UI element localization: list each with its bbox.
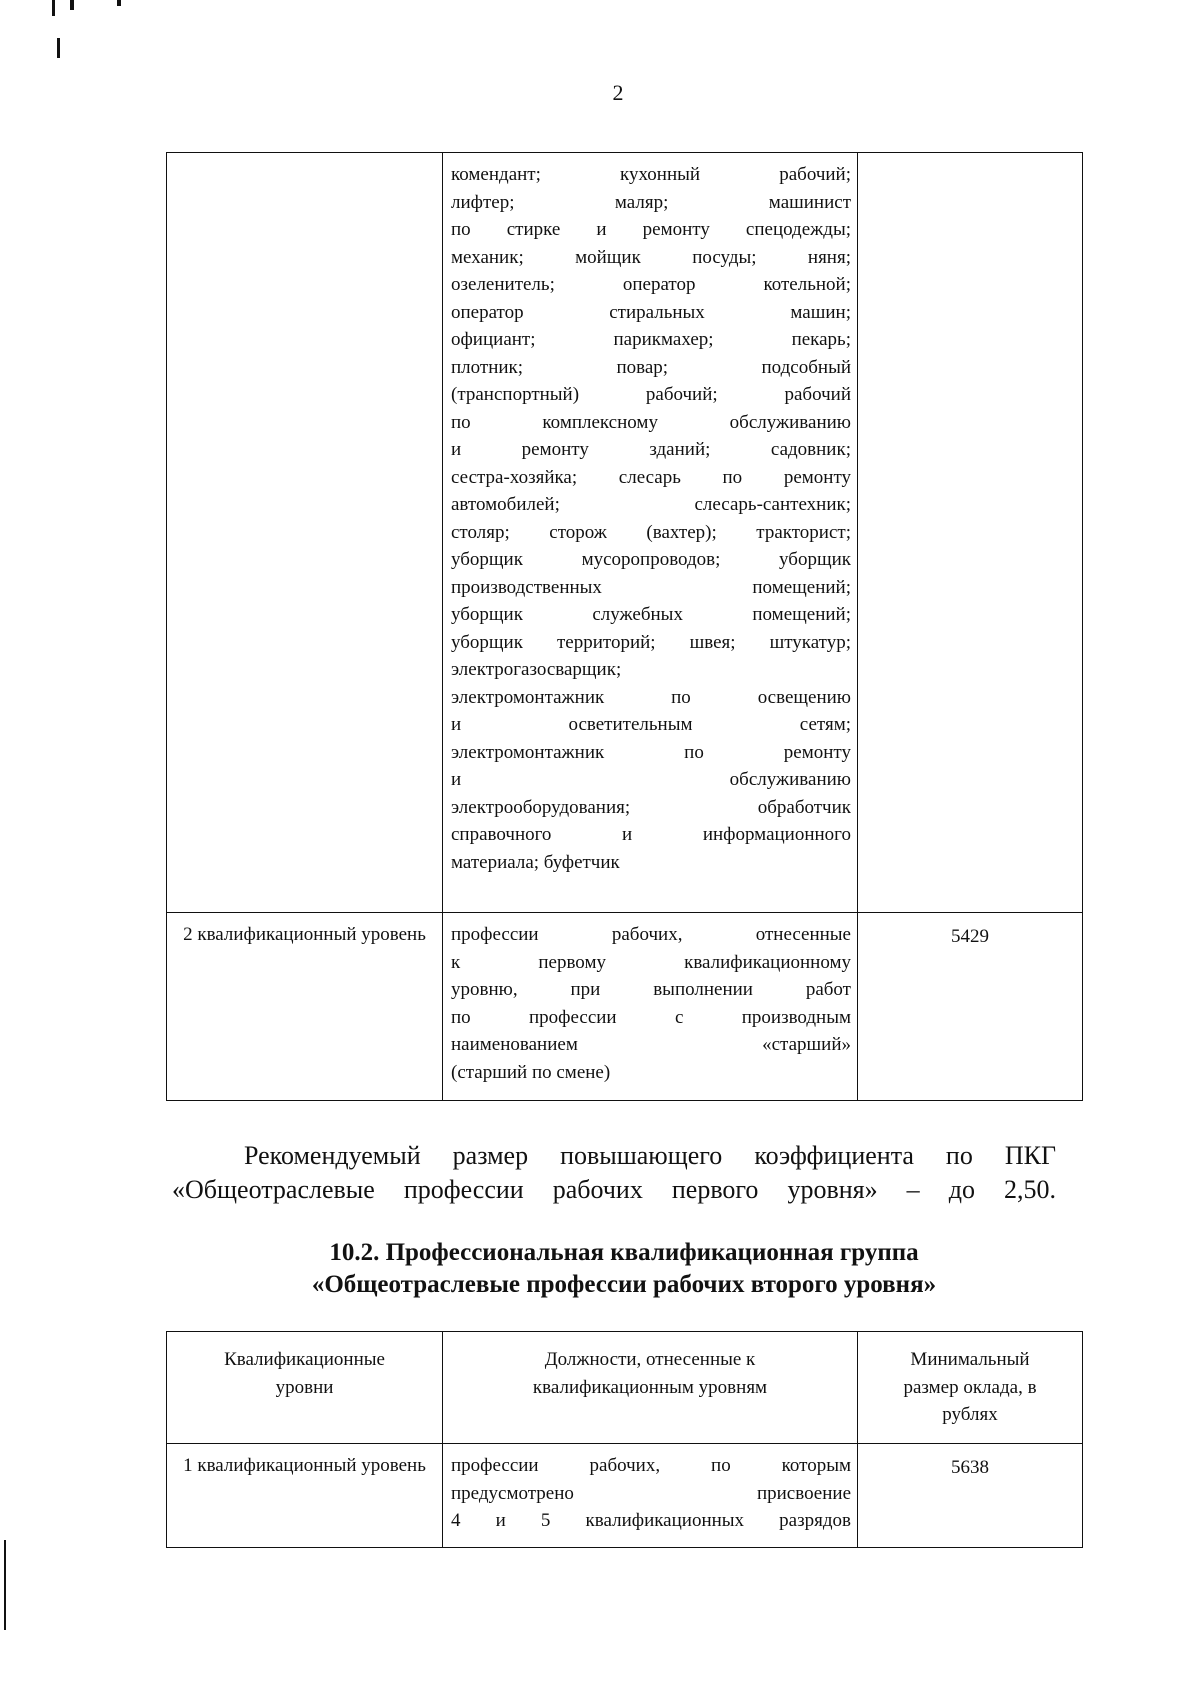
cell-text-line: лифтер; маляр; машинист bbox=[451, 191, 851, 213]
table-cell-positions bbox=[443, 913, 858, 1101]
table-cell-positions bbox=[443, 153, 858, 913]
table-cell-salary: 5638 bbox=[858, 1444, 1083, 1548]
scan-artifact bbox=[52, 0, 55, 16]
scan-artifact bbox=[57, 38, 60, 58]
cell-text-line: механик; мойщик посуды; няня; bbox=[451, 246, 851, 268]
table-row bbox=[167, 913, 1083, 1101]
heading-line: 10.2. Профессиональная квалификационная группа bbox=[329, 1239, 919, 1266]
table-cell-level bbox=[167, 153, 443, 913]
cell-text-line: по профессии с производным bbox=[451, 1006, 851, 1028]
table-cell-salary: 5429 bbox=[858, 913, 1083, 1101]
column-header-levels: Квалификационные уровни bbox=[167, 1332, 443, 1444]
cell-text-line: профессии рабочих, отнесенные bbox=[451, 924, 851, 945]
column-header-positions: Должности, отнесенные к квалификационным уровням bbox=[443, 1332, 858, 1444]
cell-text-line: электромонтажник по освещению bbox=[451, 686, 851, 708]
table-header-row bbox=[167, 1332, 1083, 1444]
qualification-table-continued bbox=[166, 152, 1083, 1101]
cell-text-line: 4 и 5 квалификационных разрядов bbox=[451, 1510, 851, 1531]
qualification-table bbox=[166, 1331, 1083, 1548]
scan-artifact bbox=[4, 1540, 6, 1630]
coefficient-paragraph bbox=[172, 1139, 1056, 1207]
cell-text-line: электрооборудования; обработчик bbox=[451, 796, 851, 818]
cell-text-line: наименованием «старший» bbox=[451, 1034, 851, 1055]
table-row bbox=[167, 1444, 1083, 1548]
cell-text-line: (старший по смене) bbox=[451, 1061, 611, 1083]
table-cell-level: 2 квалификационный уровень bbox=[167, 913, 443, 1101]
scan-artifact bbox=[117, 0, 121, 6]
cell-text-line: оператор стиральных машин; bbox=[451, 301, 851, 323]
heading-line: «Общеотраслевые профессии рабочих второго уровня» bbox=[311, 1271, 937, 1298]
cell-text-line: справочного и информационного bbox=[451, 824, 851, 845]
cell-text-line: профессии рабочих, по которым bbox=[451, 1455, 851, 1476]
cell-text-line: уборщик территорий; швея; штукатур; bbox=[451, 631, 851, 653]
cell-text-line: озеленитель; оператор котельной; bbox=[451, 274, 851, 295]
table-cell-positions bbox=[443, 1444, 858, 1548]
cell-text-line: к первому квалификационному bbox=[451, 951, 851, 973]
cell-text-line: электрогазосварщик; bbox=[451, 659, 622, 680]
cell-text-line: уборщик служебных помещений; bbox=[451, 604, 851, 625]
table-row bbox=[167, 153, 1083, 913]
paragraph-line: «Общеотраслевые профессии рабочих первого уровня» – до 2,50. bbox=[172, 1175, 1056, 1204]
column-header-salary: Минимальный размер оклада, в рублях bbox=[858, 1332, 1083, 1444]
table-cell-salary bbox=[858, 153, 1083, 913]
cell-text-line: комендант; кухонный рабочий; bbox=[451, 164, 851, 185]
page-number: 2 bbox=[612, 80, 624, 105]
cell-text-line: (транспортный) рабочий; рабочий bbox=[451, 384, 851, 405]
cell-text-line: и ремонту зданий; садовник; bbox=[451, 439, 851, 460]
cell-text-line: и осветительным сетям; bbox=[451, 714, 851, 735]
scan-artifact bbox=[70, 0, 74, 10]
cell-text-line: по стирке и ремонту спецодежды; bbox=[451, 219, 851, 240]
paragraph-line: Рекомендуемый размер повышающего коэффициента по ПКГ bbox=[244, 1141, 1056, 1170]
cell-text-line: производственных помещений; bbox=[451, 576, 851, 598]
cell-text-line: предусмотрено присвоение bbox=[451, 1482, 851, 1504]
section-heading bbox=[166, 1237, 1082, 1301]
cell-text-line: уборщик мусоропроводов; уборщик bbox=[451, 549, 851, 570]
cell-text-line: столяр; сторож (вахтер); тракторист; bbox=[451, 521, 851, 543]
cell-text-line: уровню, при выполнении работ bbox=[451, 979, 851, 1000]
cell-text-line: материала; буфетчик bbox=[451, 851, 620, 873]
cell-text-line: сестра-хозяйка; слесарь по ремонту bbox=[451, 466, 851, 488]
cell-text-line: и обслуживанию bbox=[451, 769, 851, 790]
cell-text-line: официант; парикмахер; пекарь; bbox=[451, 329, 851, 350]
cell-text-line: плотник; повар; подсобный bbox=[451, 356, 851, 378]
cell-text-line: электромонтажник по ремонту bbox=[451, 741, 851, 763]
cell-text-line: автомобилей; слесарь-сантехник; bbox=[451, 494, 851, 515]
table-cell-level: 1 квалификационный уровень bbox=[167, 1444, 443, 1548]
cell-text-line: по комплексному обслуживанию bbox=[451, 411, 851, 433]
